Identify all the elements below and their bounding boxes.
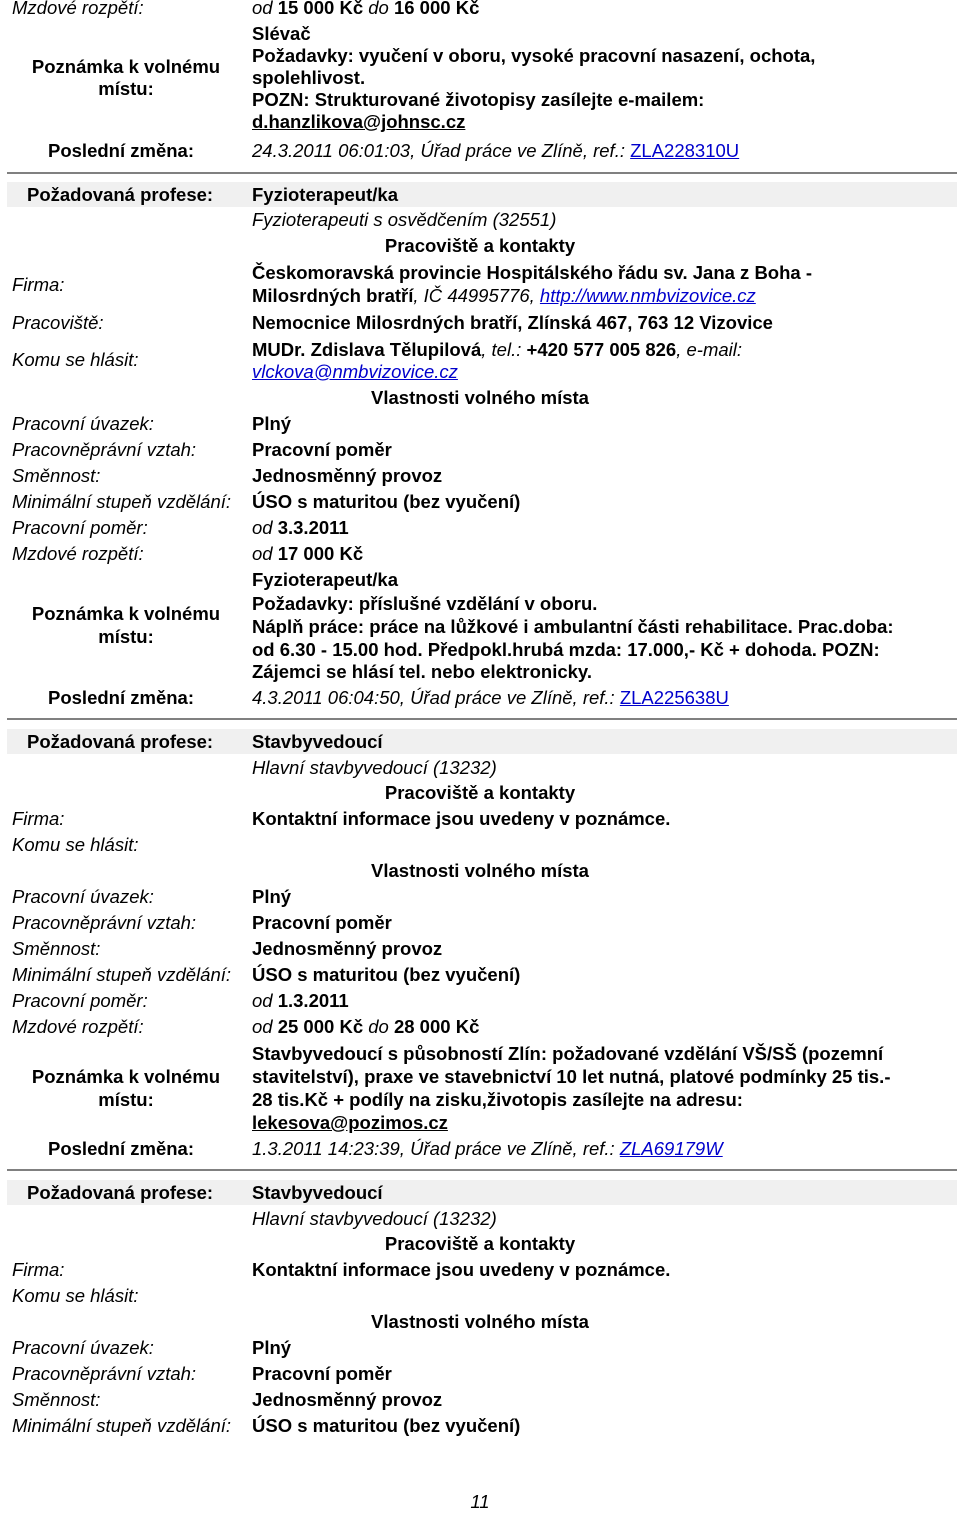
label-posledni-zmena: Poslední změna:	[48, 1138, 194, 1159]
profese-classification: Fyzioterapeuti s osvědčením (32551)	[252, 209, 557, 230]
label-pracoviste: Pracoviště:	[12, 312, 104, 333]
note-line: Požadavky: vyučení v oboru, vysoké pracovní nasazení, ochota,	[252, 45, 816, 66]
vztah-value: Pracovní poměr	[252, 1363, 392, 1384]
last-change: 24.3.2011 06:01:03, Úřad práce ve Zlíně, ref.: ZLA228310U	[252, 140, 740, 161]
label-poznamka-2: místu:	[98, 78, 154, 99]
label-min-vzdelani: Minimální stupeň vzdělání:	[12, 1415, 232, 1436]
profese-classification: Hlavní stavbyvedoucí (13232)	[252, 1208, 497, 1229]
vztah-value: Pracovní poměr	[252, 912, 392, 933]
last-change: 4.3.2011 06:04:50, Úřad práce ve Zlíně, ref.: ZLA225638U	[252, 687, 729, 708]
label-pozadovana-profese: Požadovaná profese:	[27, 184, 214, 205]
label-min-vzdelani: Minimální stupeň vzdělání:	[12, 491, 232, 512]
vzdelani-value: ÚSO s maturitou (bez vyučení)	[252, 964, 521, 985]
note-line: Náplň práce: práce na lůžkové i ambulantní části rehabilitace. Prac.doba:	[252, 616, 894, 637]
firma-value: Kontaktní informace jsou uvedeny v poznámce.	[252, 1259, 671, 1280]
note-email[interactable]: d.hanzlikova@johnsc.cz	[252, 111, 466, 132]
label-pracovnepravni-vztah: Pracovněprávní vztah:	[12, 1363, 197, 1384]
label-pracovnepravni-vztah: Pracovněprávní vztah:	[12, 439, 197, 460]
divider	[7, 172, 957, 174]
salary-range: od 25 000 Kč do 28 000 Kč	[252, 1016, 480, 1037]
note-line: Fyzioterapeut/ka	[252, 569, 398, 590]
label-pracovni-uvazek: Pracovní úvazek:	[12, 413, 154, 434]
label-smennost: Směnnost:	[12, 1389, 101, 1410]
label-smennost: Směnnost:	[12, 938, 101, 959]
uvazek-value: Plný	[252, 413, 292, 434]
last-change: 1.3.2011 14:23:39, Úřad práce ve Zlíně, ref.: ZLA69179W	[252, 1138, 723, 1159]
firma-url-link[interactable]: http://www.nmbvizovice.cz	[539, 285, 756, 306]
label-posledni-zmena: Poslední změna:	[48, 140, 194, 161]
label-mzdove-rozpeti: Mzdové rozpětí:	[12, 1016, 144, 1037]
ref-link[interactable]: ZLA228310U	[630, 140, 740, 161]
uvazek-value: Plný	[252, 886, 292, 907]
ref-link[interactable]: ZLA69179W	[619, 1138, 723, 1159]
label-pracovni-uvazek: Pracovní úvazek:	[12, 886, 154, 907]
smennost-value: Jednosměnný provoz	[252, 465, 443, 486]
label-pracovnepravni-vztah: Pracovněprávní vztah:	[12, 912, 197, 933]
label-pozadovana-profese: Požadovaná profese:	[27, 1182, 214, 1203]
firma-value: Kontaktní informace jsou uvedeny v poznámce.	[252, 808, 671, 829]
section-pracoviste-a-kontakty: Pracoviště a kontakty	[384, 782, 576, 803]
note-line: spolehlivost.	[252, 67, 366, 88]
section-pracoviste-a-kontakty: Pracoviště a kontakty	[384, 235, 576, 256]
divider	[7, 718, 957, 720]
profese-value: Stavbyvedoucí	[252, 1182, 383, 1203]
note-line: od 6.30 - 15.00 hod. Předpokl.hrubá mzda: 17.000,- Kč + dohoda. POZN:	[252, 639, 880, 660]
label-firma: Firma:	[12, 274, 65, 295]
note-line: stavitelství), praxe ve stavebnictví 10 let nutná, platové podmínky 25 tis.-	[252, 1066, 891, 1087]
note-email[interactable]: lekesova@pozimos.cz	[252, 1112, 448, 1133]
label-poznamka: Poznámka k volnému	[31, 56, 221, 77]
label-komu-se-hlasit: Komu se hlásit:	[12, 349, 139, 370]
salary-range: od 15 000 Kč do 16 000 Kč	[252, 0, 480, 18]
label-komu-se-hlasit: Komu se hlásit:	[12, 834, 139, 855]
label-min-vzdelani: Minimální stupeň vzdělání:	[12, 964, 232, 985]
note-line: POZN: Strukturované životopisy zasílejte e-mailem:	[252, 89, 705, 110]
label-poznamka: Poznámka k volnému	[31, 1066, 221, 1087]
label-poznamka: Poznámka k volnému	[31, 603, 221, 624]
pomer-value: od 3.3.2011	[252, 517, 349, 538]
label-pracovni-pomer: Pracovní poměr:	[12, 990, 148, 1011]
label-pracovni-pomer: Pracovní poměr:	[12, 517, 148, 538]
label-pozadovana-profese: Požadovaná profese:	[27, 731, 214, 752]
profese-classification: Hlavní stavbyvedoucí (13232)	[252, 757, 497, 778]
kontakt-line-1: MUDr. Zdislava Tělupilová, tel.: +420 577 005 826, e-mail:	[252, 339, 743, 360]
label-mzdove-rozpeti: Mzdové rozpětí:	[12, 0, 144, 18]
pracoviste-value: Nemocnice Milosrdných bratří, Zlínská 467, 763 12 Vizovice	[252, 312, 773, 333]
firma-line-2: Milosrdných bratří, IČ 44995776, http://www.nmbvizovice.cz	[252, 285, 756, 306]
uvazek-value: Plný	[252, 1337, 292, 1358]
kontakt-email-link[interactable]: vlckova@nmbvizovice.cz	[252, 361, 458, 382]
section-vlastnosti: Vlastnosti volného místa	[371, 1311, 589, 1332]
label-mzdove-rozpeti: Mzdové rozpětí:	[12, 543, 144, 564]
vzdelani-value: ÚSO s maturitou (bez vyučení)	[252, 491, 521, 512]
note-line: Zájemci se hlásí tel. nebo elektronicky.	[252, 661, 592, 682]
divider	[7, 1169, 957, 1171]
note-line: Slévač	[252, 23, 311, 44]
profese-value: Fyzioterapeut/ka	[252, 184, 398, 205]
firma-line-1: Českomoravská provincie Hospitálského řádu sv. Jana z Boha -	[252, 262, 812, 283]
note-line: 28 tis.Kč + podíly na zisku,životopis zasílejte na adresu:	[252, 1089, 743, 1110]
label-smennost: Směnnost:	[12, 465, 101, 486]
label-pracovni-uvazek: Pracovní úvazek:	[12, 1337, 154, 1358]
label-posledni-zmena: Poslední změna:	[48, 687, 194, 708]
pomer-value: od 1.3.2011	[252, 990, 349, 1011]
smennost-value: Jednosměnný provoz	[252, 938, 443, 959]
label-firma: Firma:	[12, 1259, 65, 1280]
note-line: Stavbyvedoucí s působností Zlín: požadované vzdělání VŠ/SŠ (pozemní	[252, 1043, 884, 1064]
label-poznamka-2: místu:	[98, 626, 154, 647]
section-pracoviste-a-kontakty: Pracoviště a kontakty	[384, 1233, 576, 1254]
profese-value: Stavbyvedoucí	[252, 731, 383, 752]
smennost-value: Jednosměnný provoz	[252, 1389, 443, 1410]
vztah-value: Pracovní poměr	[252, 439, 392, 460]
label-poznamka-2: místu:	[98, 1089, 154, 1110]
ref-link[interactable]: ZLA225638U	[619, 687, 729, 708]
page-number: 11	[470, 1491, 490, 1512]
vzdelani-value: ÚSO s maturitou (bez vyučení)	[252, 1415, 521, 1436]
salary-range: od 17 000 Kč	[252, 543, 364, 564]
section-vlastnosti: Vlastnosti volného místa	[371, 387, 589, 408]
section-vlastnosti: Vlastnosti volného místa	[371, 860, 589, 881]
label-komu-se-hlasit: Komu se hlásit:	[12, 1285, 139, 1306]
note-line: Požadavky: příslušné vzdělání v oboru.	[252, 593, 598, 614]
label-firma: Firma:	[12, 808, 65, 829]
